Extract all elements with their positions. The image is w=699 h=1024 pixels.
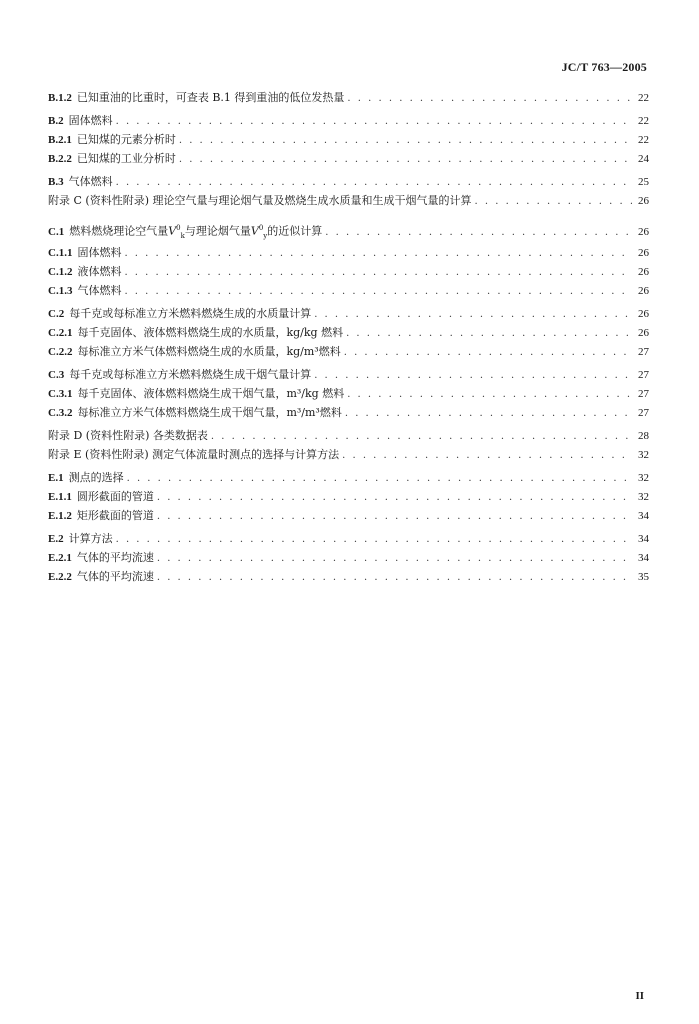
toc-entry-number: E.1.1	[48, 491, 72, 503]
toc-entry[interactable]	[48, 172, 649, 191]
toc-entry-title: 每标准立方米气体燃料燃烧生成干烟气量，m³/m³燃料	[77, 406, 342, 419]
dot-leader	[124, 282, 632, 301]
dot-leader	[345, 404, 632, 423]
dot-leader	[342, 446, 632, 465]
toc-entry-title: 每千克固体、液体燃料燃烧生成的水质量，kg/kg 燃料	[77, 326, 344, 339]
table-of-contents	[48, 88, 649, 586]
dot-leader	[179, 131, 632, 150]
toc-entry-page: 22	[638, 134, 649, 146]
toc-entry-page: 22	[638, 92, 649, 104]
standard-code: JC/T 763—2005	[561, 60, 647, 74]
toc-entry-number: B.2	[48, 115, 64, 127]
toc-entry-title: 固体燃料	[68, 114, 113, 127]
toc-entry-page: 27	[638, 369, 649, 381]
dot-leader	[314, 305, 632, 324]
toc-entry-number: B.3	[48, 176, 64, 188]
toc-entry-number: C.1	[48, 225, 65, 238]
toc-entry-appendix-e[interactable]	[48, 445, 649, 464]
toc-entry[interactable]	[48, 262, 649, 281]
toc-entry-title: 测点的选择	[68, 471, 124, 484]
toc-entry-appendix-d[interactable]	[48, 426, 649, 445]
toc-entry[interactable]	[48, 149, 649, 168]
toc-entry[interactable]	[48, 365, 649, 384]
toc-entry-title: 附录 C (资料性附录) 理论空气量与理论烟气量及燃烧生成水质量和生成干烟气量的计算	[48, 194, 472, 207]
toc-entry[interactable]	[48, 130, 649, 149]
toc-entry-page: 35	[638, 571, 649, 583]
toc-entry-number: C.2.2	[48, 346, 73, 358]
toc-entry-title: 气体的平均流速	[76, 551, 154, 564]
dot-leader	[127, 469, 632, 488]
toc-entry-title: 气体的平均流速	[76, 570, 154, 583]
toc-entry-title: 每千克固体、液体燃料燃烧生成干烟气量，m³/kg 燃料	[77, 387, 345, 400]
toc-entry-title: 每千克或每标准立方米燃料燃烧生成的水质量计算	[69, 307, 312, 320]
toc-entry[interactable]	[48, 529, 649, 548]
toc-entry[interactable]	[48, 323, 649, 342]
dot-leader	[124, 244, 632, 263]
toc-entry[interactable]	[48, 403, 649, 422]
toc-entry-title: 气体燃料	[77, 284, 122, 297]
dot-leader	[116, 173, 632, 192]
dot-leader	[347, 89, 632, 108]
toc-entry-page: 26	[638, 247, 649, 259]
toc-entry-page: 34	[638, 552, 649, 564]
dot-leader	[116, 530, 632, 549]
toc-entry-title: 计算方法	[68, 532, 113, 545]
toc-entry-page: 27	[638, 407, 649, 419]
toc-entry-title: 每标准立方米气体燃料燃烧生成的水质量，kg/m³燃料	[77, 345, 341, 358]
toc-entry[interactable]	[48, 342, 649, 361]
toc-entry-number: E.2.1	[48, 552, 72, 564]
toc-entry-number: E.2	[48, 533, 64, 545]
dot-leader	[157, 568, 632, 587]
toc-entry-number: E.1	[48, 472, 64, 484]
toc-entry-number: C.1.1	[48, 247, 73, 259]
toc-entry-page: 26	[638, 285, 649, 297]
toc-entry-title: 已知重油的比重时，可查表 B.1 得到重油的低位发热量	[76, 91, 345, 104]
toc-entry-number: B.2.1	[48, 134, 72, 146]
toc-entry-title: 气体燃料	[68, 175, 113, 188]
toc-entry-page: 32	[638, 491, 649, 503]
toc-entry-number: C.1.2	[48, 266, 73, 278]
toc-entry-page: 26	[638, 308, 649, 320]
toc-entry-number: E.1.2	[48, 510, 72, 522]
toc-entry-page: 27	[638, 388, 649, 400]
toc-entry-number: C.3.2	[48, 407, 73, 419]
dot-leader	[325, 222, 632, 244]
toc-entry-number: C.2.1	[48, 327, 73, 339]
toc-entry-page: 26	[638, 225, 649, 238]
toc-entry-number: C.3.1	[48, 388, 73, 400]
toc-entry-page: 34	[638, 510, 649, 522]
toc-entry-title: 已知煤的工业分析时	[76, 152, 176, 165]
dot-leader	[475, 192, 633, 211]
toc-entry[interactable]	[48, 506, 649, 525]
toc-entry[interactable]	[48, 468, 649, 487]
dot-leader	[157, 488, 632, 507]
toc-entry-page: 24	[638, 153, 649, 165]
toc-entry[interactable]	[48, 487, 649, 506]
toc-entry-title: 矩形截面的管道	[76, 509, 154, 522]
toc-entry-number: C.3	[48, 369, 65, 381]
toc-entry-number: C.2	[48, 308, 65, 320]
toc-entry-title: 固体燃料	[77, 246, 122, 259]
toc-entry[interactable]	[48, 384, 649, 403]
toc-entry[interactable]	[48, 281, 649, 300]
toc-entry-appendix-c[interactable]	[48, 191, 649, 210]
toc-entry-page: 25	[638, 176, 649, 188]
toc-entry-title: 液体燃料	[77, 265, 122, 278]
toc-entry-title: 附录 D (资料性附录) 各类数据表	[48, 429, 208, 442]
toc-entry[interactable]	[48, 111, 649, 130]
dot-leader	[314, 366, 632, 385]
toc-entry-page: 32	[638, 472, 649, 484]
dot-leader	[116, 112, 632, 131]
toc-entry-page: 28	[638, 430, 649, 442]
toc-entry-page: 22	[638, 115, 649, 127]
toc-entry-page: 26	[638, 195, 649, 207]
toc-entry[interactable]	[48, 243, 649, 262]
toc-entry-page: 27	[638, 346, 649, 358]
toc-entry-title: 已知煤的元素分析时	[76, 133, 176, 146]
toc-entry-number: B.2.2	[48, 153, 72, 165]
toc-entry-page: 32	[638, 449, 649, 461]
dot-leader	[179, 150, 632, 169]
toc-entry-title: 圆形截面的管道	[76, 490, 154, 503]
dot-leader	[211, 427, 632, 446]
dot-leader	[157, 549, 632, 568]
dot-leader	[344, 343, 632, 362]
toc-entry[interactable]: C.1 燃料燃烧理论空气量$V^0_k$与理论烟气量$V^0_y$的近似计算 . . . 26	[48, 217, 649, 239]
toc-entry[interactable]	[48, 548, 649, 567]
toc-entry[interactable]	[48, 304, 649, 323]
dot-leader	[124, 263, 632, 282]
toc-entry-number: B.1.2	[48, 92, 72, 104]
toc-entry[interactable]	[48, 567, 649, 586]
toc-entry-page: 34	[638, 533, 649, 545]
page-number: II	[635, 990, 644, 1002]
toc-entry-title: 附录 E (资料性附录) 测定气体流量时测点的选择与计算方法	[48, 448, 340, 461]
toc-entry-page: 26	[638, 266, 649, 278]
toc-entry-title: 每千克或每标准立方米燃料燃烧生成干烟气量计算	[69, 368, 312, 381]
toc-entry-number: E.2.2	[48, 571, 72, 583]
dot-leader	[157, 507, 632, 526]
toc-entry-page: 26	[638, 327, 649, 339]
toc-entry[interactable]	[48, 88, 649, 107]
dot-leader	[346, 324, 632, 343]
dot-leader	[347, 385, 632, 404]
toc-entry-number: C.1.3	[48, 285, 73, 297]
